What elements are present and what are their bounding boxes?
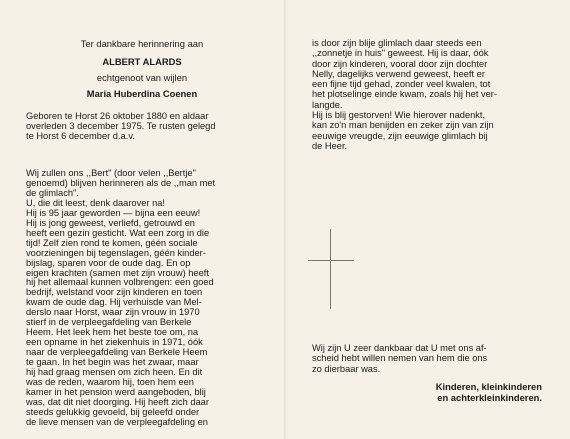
text-line: Hij is jong geweest, verliefd, getrouwd en <box>26 217 195 228</box>
spouse-name: Maria Huberdina Coenen <box>86 88 198 99</box>
text-line: voorzieningen bij tegenslagen, géén kinder- <box>26 247 206 258</box>
text-line: bijslag, sparen voor de oude dag. En op <box>26 257 191 268</box>
text-line: langde. <box>312 99 343 110</box>
thanks-block <box>312 343 568 374</box>
signature <box>436 381 542 403</box>
text-line: genoemd) blijven herinneren als de ,,man met <box>26 177 216 188</box>
text-line: te gaan. In het begin was het zwaar, maar <box>26 357 199 368</box>
text-line: de lieve mensen van de verpleegafdeling en <box>26 416 208 427</box>
thanks-line: Wij zijn U zeer dankbaar dat U met ons af- <box>312 343 487 353</box>
signature-line: Kinderen, kleinkinderen <box>435 381 542 392</box>
thanks-line: scheid hebt willen nemen van hem die ons <box>312 353 488 364</box>
text-line: Wij zullen ons ,,Bert" (door velen ,,Bertje" <box>26 168 196 178</box>
text-line: eeuwige vreugde, zijn eeuwige glimlach bij <box>312 130 488 141</box>
memorial-text-continued <box>312 38 568 151</box>
text-line: hij het allemaal kunnen volbrengen: een goed <box>26 277 214 288</box>
text-line: Hij is 95 jaar geworden — bijna een eeuw! <box>26 207 201 218</box>
cross-icon <box>308 229 354 309</box>
text-line: is door zijn blije glimlach daar steeds een <box>312 38 482 48</box>
text-line: U, die dit leest, denk daarover na! <box>26 197 166 208</box>
text-line: Hij is blij gestorven! Wie hierover nadenkt, <box>312 110 486 121</box>
text-line: het plotselinge einde kwam, zoals hij het ver- <box>312 89 498 100</box>
text-line: naar de verpleegafdeling van Berkele Heem <box>26 347 208 358</box>
thanks-line: zo dierbaar was. <box>312 363 381 374</box>
text-line: stierf in de verpleegafdeling van Berkele <box>26 317 192 328</box>
text-line: de glimlach". <box>26 187 79 198</box>
spouse-label: echtgenoot van wijlen <box>96 72 188 83</box>
text-line: een fijne tijd gehad, zonder veel kwalen, tot <box>312 79 491 90</box>
left-page <box>0 0 284 439</box>
bio-line: te Horst 6 december d.a.v. <box>26 130 135 141</box>
deceased-name: ALBERT ALARDS <box>102 56 182 67</box>
text-line: kamer in het pension werd aangeboden, blij <box>26 386 206 397</box>
right-page <box>286 0 570 439</box>
text-line: tijd! Zelf zien rond te komen, géén sociale <box>26 237 198 248</box>
text-line: derslo naar Horst, waar zijn vrouw in 1970 <box>26 307 200 318</box>
memorial-text <box>26 169 276 428</box>
text-line: was, dat dit niet doorging. Hij heeft zich daar <box>26 396 209 407</box>
text-line: was de reden, waarom hij, toen hem een <box>26 377 194 388</box>
bio-block <box>26 112 276 142</box>
text-line: de Heer. <box>312 140 348 151</box>
bio-line: overleden 3 december 1975. Te rusten gelegd <box>26 120 216 131</box>
text-line: steeds gelukkig gevoeld, bij geleefd onder <box>26 406 200 417</box>
text-line: door zijn kinderen, vooral door zijn dochter <box>312 58 488 69</box>
text-line: eigen krachten (samen met zijn vrouw) heeft <box>26 267 209 278</box>
text-line: Heem. Het leek hem het beste toe om, na <box>26 327 199 338</box>
text-line: een opname in het ziekenhuis in 1971, óók <box>26 337 203 348</box>
text-line: kan zo'n man benijden en zeker zijn van zijn <box>312 120 494 131</box>
text-line: kwam de oude dag. Hij verhuisde van Mel- <box>26 297 202 308</box>
intro-line: Ter dankbare herinnering aan <box>80 38 204 49</box>
signature-line: en achterkleinkinderen. <box>437 392 542 403</box>
bio-line: Geboren te Horst 26 oktober 1880 en aldaar <box>26 111 209 121</box>
text-line: bedrijf, welstand voor zijn kinderen en toen <box>26 287 203 298</box>
text-line: hij had graag mensen om zich heen. En dit <box>26 367 203 378</box>
text-line: heeft een gezin gesticht. Wat een zorg in die <box>26 227 210 238</box>
text-line: ,,zonnetje in huis" geweest. Hij is daar, óók <box>312 48 489 59</box>
text-line: Nelly, dagelijks verwend geweest, heeft er <box>312 68 485 79</box>
